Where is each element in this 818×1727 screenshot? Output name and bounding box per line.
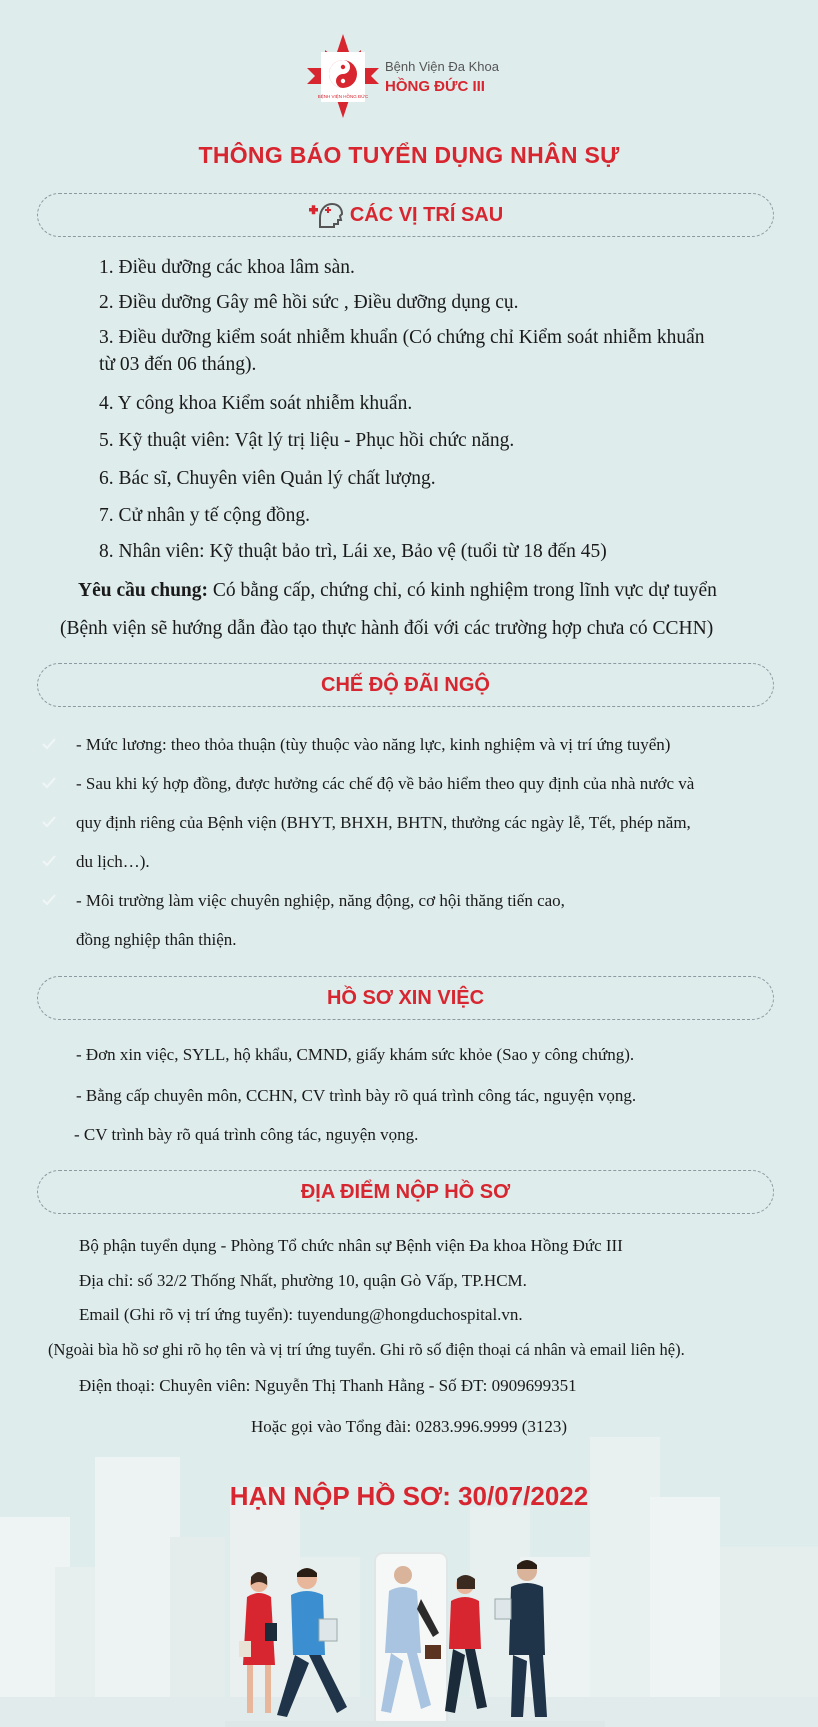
list-item: 7. Cử nhân y tế cộng đồng.	[99, 505, 310, 526]
document-line: - CV trình bày rõ quá trình công tác, nguyện vọng.	[74, 1125, 419, 1144]
list-item: từ 03 đến 06 tháng).	[99, 354, 257, 375]
logo-line-1: Bệnh Viện Đa Khoa	[385, 59, 499, 74]
benefit-line: - Mức lương: theo thỏa thuận (tùy thuộc vào năng lực, kinh nghiệm và vị trí ứng tuyển)	[76, 735, 671, 754]
location-line: Hoặc gọi vào Tổng đài: 0283.996.9999 (3123)	[250, 1417, 568, 1436]
section-title-positions: CÁC VỊ TRÍ SAU	[349, 203, 504, 226]
location-line: Điện thoại: Chuyên viên: Nguyễn Thị Thanh Hằng - Số ĐT: 0909699351	[79, 1376, 577, 1395]
list-item: 8. Nhân viên: Kỹ thuật bảo trì, Lái xe, Bảo vệ (tuổi từ 18 đến 45)	[99, 541, 607, 562]
benefit-line: - Sau khi ký hợp đồng, được hưởng các chế độ về bảo hiểm theo quy định của nhà nước và	[76, 774, 695, 793]
list-item: 1. Điều dưỡng các khoa lâm sàn.	[99, 257, 355, 278]
section-header-benefits	[37, 663, 774, 707]
tick-icon	[42, 894, 56, 906]
general-requirement	[78, 578, 813, 604]
requirement-label: Yêu cầu chung:	[78, 580, 209, 601]
section-header-documents	[37, 976, 774, 1020]
location-line: (Ngoài bìa hồ sơ ghi rõ họ tên và vị trí ứng tuyển. Ghi rõ số điện thoại cá nhân và email liên hệ).	[48, 1340, 685, 1359]
svg-text:BỆNH VIỆN HỒNG ĐỨC: BỆNH VIỆN HỒNG ĐỨC	[317, 94, 369, 99]
list-item: 5. Kỹ thuật viên: Vật lý trị liệu - Phục hồi chức năng.	[99, 430, 515, 451]
section-title-benefits: CHẾ ĐỘ ĐÃI NGỘ	[321, 673, 490, 696]
doctor-head-icon	[308, 200, 344, 230]
requirement-text: Có bằng cấp, chứng chỉ, có kinh nghiệm trong lĩnh vực dự tuyển	[208, 580, 717, 601]
section-title-location: ĐỊA ĐIỂM NỘP HỒ SƠ	[300, 1180, 511, 1203]
tick-icon	[42, 855, 56, 867]
benefit-line: - Môi trường làm việc chuyên nghiệp, năng động, cơ hội thăng tiến cao,	[76, 891, 565, 910]
tick-icon	[42, 777, 56, 789]
document-line: - Bằng cấp chuyên môn, CCHN, CV trình bày rõ quá trình công tác, nguyện vọng.	[76, 1086, 637, 1105]
benefit-line: quy định riêng của Bệnh viện (BHYT, BHXH, BHTN, thưởng các ngày lễ, Tết, phép năm,	[76, 813, 691, 832]
page-title: THÔNG BÁO TUYỂN DỤNG NHÂN SỰ	[198, 142, 620, 168]
location-line: Bộ phận tuyển dụng - Phòng Tổ chức nhân sự Bệnh viện Đa khoa Hồng Đức III	[79, 1236, 623, 1255]
requirement-note: (Bệnh viện sẽ hướng dẫn đào tạo thực hành đối với các trường hợp chưa có CCHN)	[60, 618, 714, 639]
section-title-documents: HỒ SƠ XIN VIỆC	[326, 986, 485, 1009]
list-item: 2. Điều dưỡng Gây mê hồi sức , Điều dưỡng dụng cụ.	[99, 292, 519, 313]
tick-icon	[42, 816, 56, 828]
document-line: - Đơn xin việc, SYLL, hộ khẩu, CMND, giấy khám sức khỏe (Sao y công chứng).	[76, 1045, 635, 1064]
section-header-positions	[37, 193, 774, 237]
benefit-line: đồng nghiệp thân thiện.	[76, 930, 237, 949]
tick-icon	[42, 738, 56, 750]
list-item: 3. Điều dưỡng kiểm soát nhiễm khuẩn (Có chứng chỉ Kiểm soát nhiễm khuẩn	[99, 327, 705, 348]
list-item: 6. Bác sĩ, Chuyên viên Quản lý chất lượng.	[99, 468, 436, 489]
section-header-location	[37, 1170, 774, 1214]
benefit-line: du lịch…).	[76, 852, 150, 871]
list-item: 4. Y công khoa Kiểm soát nhiễm khuẩn.	[99, 393, 413, 414]
deadline: HẠN NỘP HỒ SƠ: 30/07/2022	[229, 1481, 589, 1511]
location-line: Địa chỉ: số 32/2 Thống Nhất, phường 10, quận Gò Vấp, TP.HCM.	[79, 1271, 527, 1290]
people-illustration	[225, 1545, 605, 1727]
location-line: Email (Ghi rõ vị trí ứng tuyển): tuyendung@hongduchospital.vn.	[79, 1305, 523, 1324]
hospital-logo-icon	[305, 28, 525, 120]
logo-line-2: HỒNG ĐỨC III	[385, 78, 485, 95]
